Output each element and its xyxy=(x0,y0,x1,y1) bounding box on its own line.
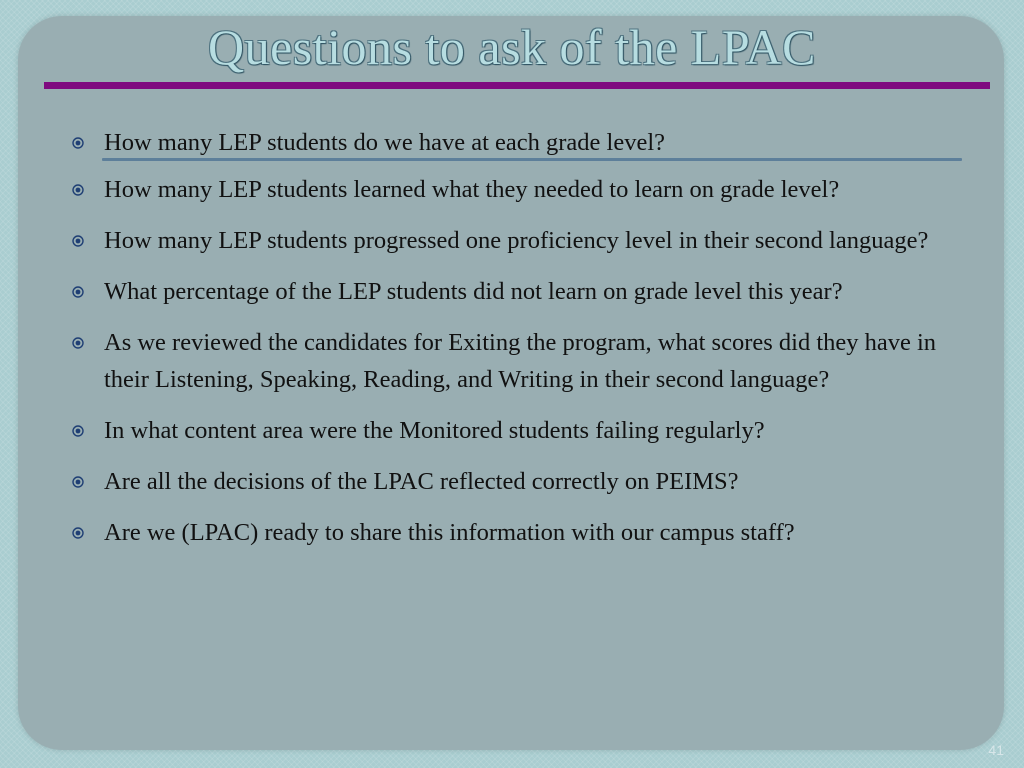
bullet-item-2 xyxy=(72,171,972,208)
bullet-text: Are we (LPAC) ready to share this information with our campus staff? xyxy=(104,519,795,546)
target-bullet-icon xyxy=(72,184,84,196)
bullet-item-5 xyxy=(72,324,972,398)
bullet-text: What percentage of the LEP students did not learn on grade level this year? xyxy=(104,278,843,305)
target-bullet-icon xyxy=(72,527,84,539)
bullet-item-7 xyxy=(72,463,972,500)
target-bullet-icon xyxy=(72,137,84,149)
target-bullet-icon xyxy=(72,476,84,488)
bullet-text: Are all the decisions of the LPAC reflected correctly on PEIMS? xyxy=(104,468,739,495)
slide-number: 41 xyxy=(988,742,1004,758)
bullet-text: How many LEP students learned what they needed to learn on grade level? xyxy=(104,176,840,203)
target-bullet-icon xyxy=(72,425,84,437)
bullet-list xyxy=(72,124,972,565)
target-bullet-icon xyxy=(72,286,84,298)
target-bullet-icon xyxy=(72,337,84,349)
bullet-item-8 xyxy=(72,514,972,551)
slide-title: Questions to ask of the LPAC xyxy=(208,19,816,75)
bullet-text: As we reviewed the candidates for Exiting the program, what scores did they have in their Listening, Speaking, Reading, and Writing in their second language? xyxy=(104,329,937,393)
bullet-item-1 xyxy=(72,124,972,161)
bullet-text: How many LEP students do we have at each grade level? xyxy=(104,129,666,156)
first-bullet-underline xyxy=(102,158,962,161)
bullet-item-3 xyxy=(72,222,972,259)
bullet-text: In what content area were the Monitored students failing regularly? xyxy=(104,417,765,444)
target-bullet-icon xyxy=(72,235,84,247)
bullet-item-6 xyxy=(72,412,972,449)
bullet-text: How many LEP students progressed one proficiency level in their second language? xyxy=(104,227,929,254)
bullet-item-4 xyxy=(72,273,972,310)
title-divider xyxy=(44,82,990,89)
